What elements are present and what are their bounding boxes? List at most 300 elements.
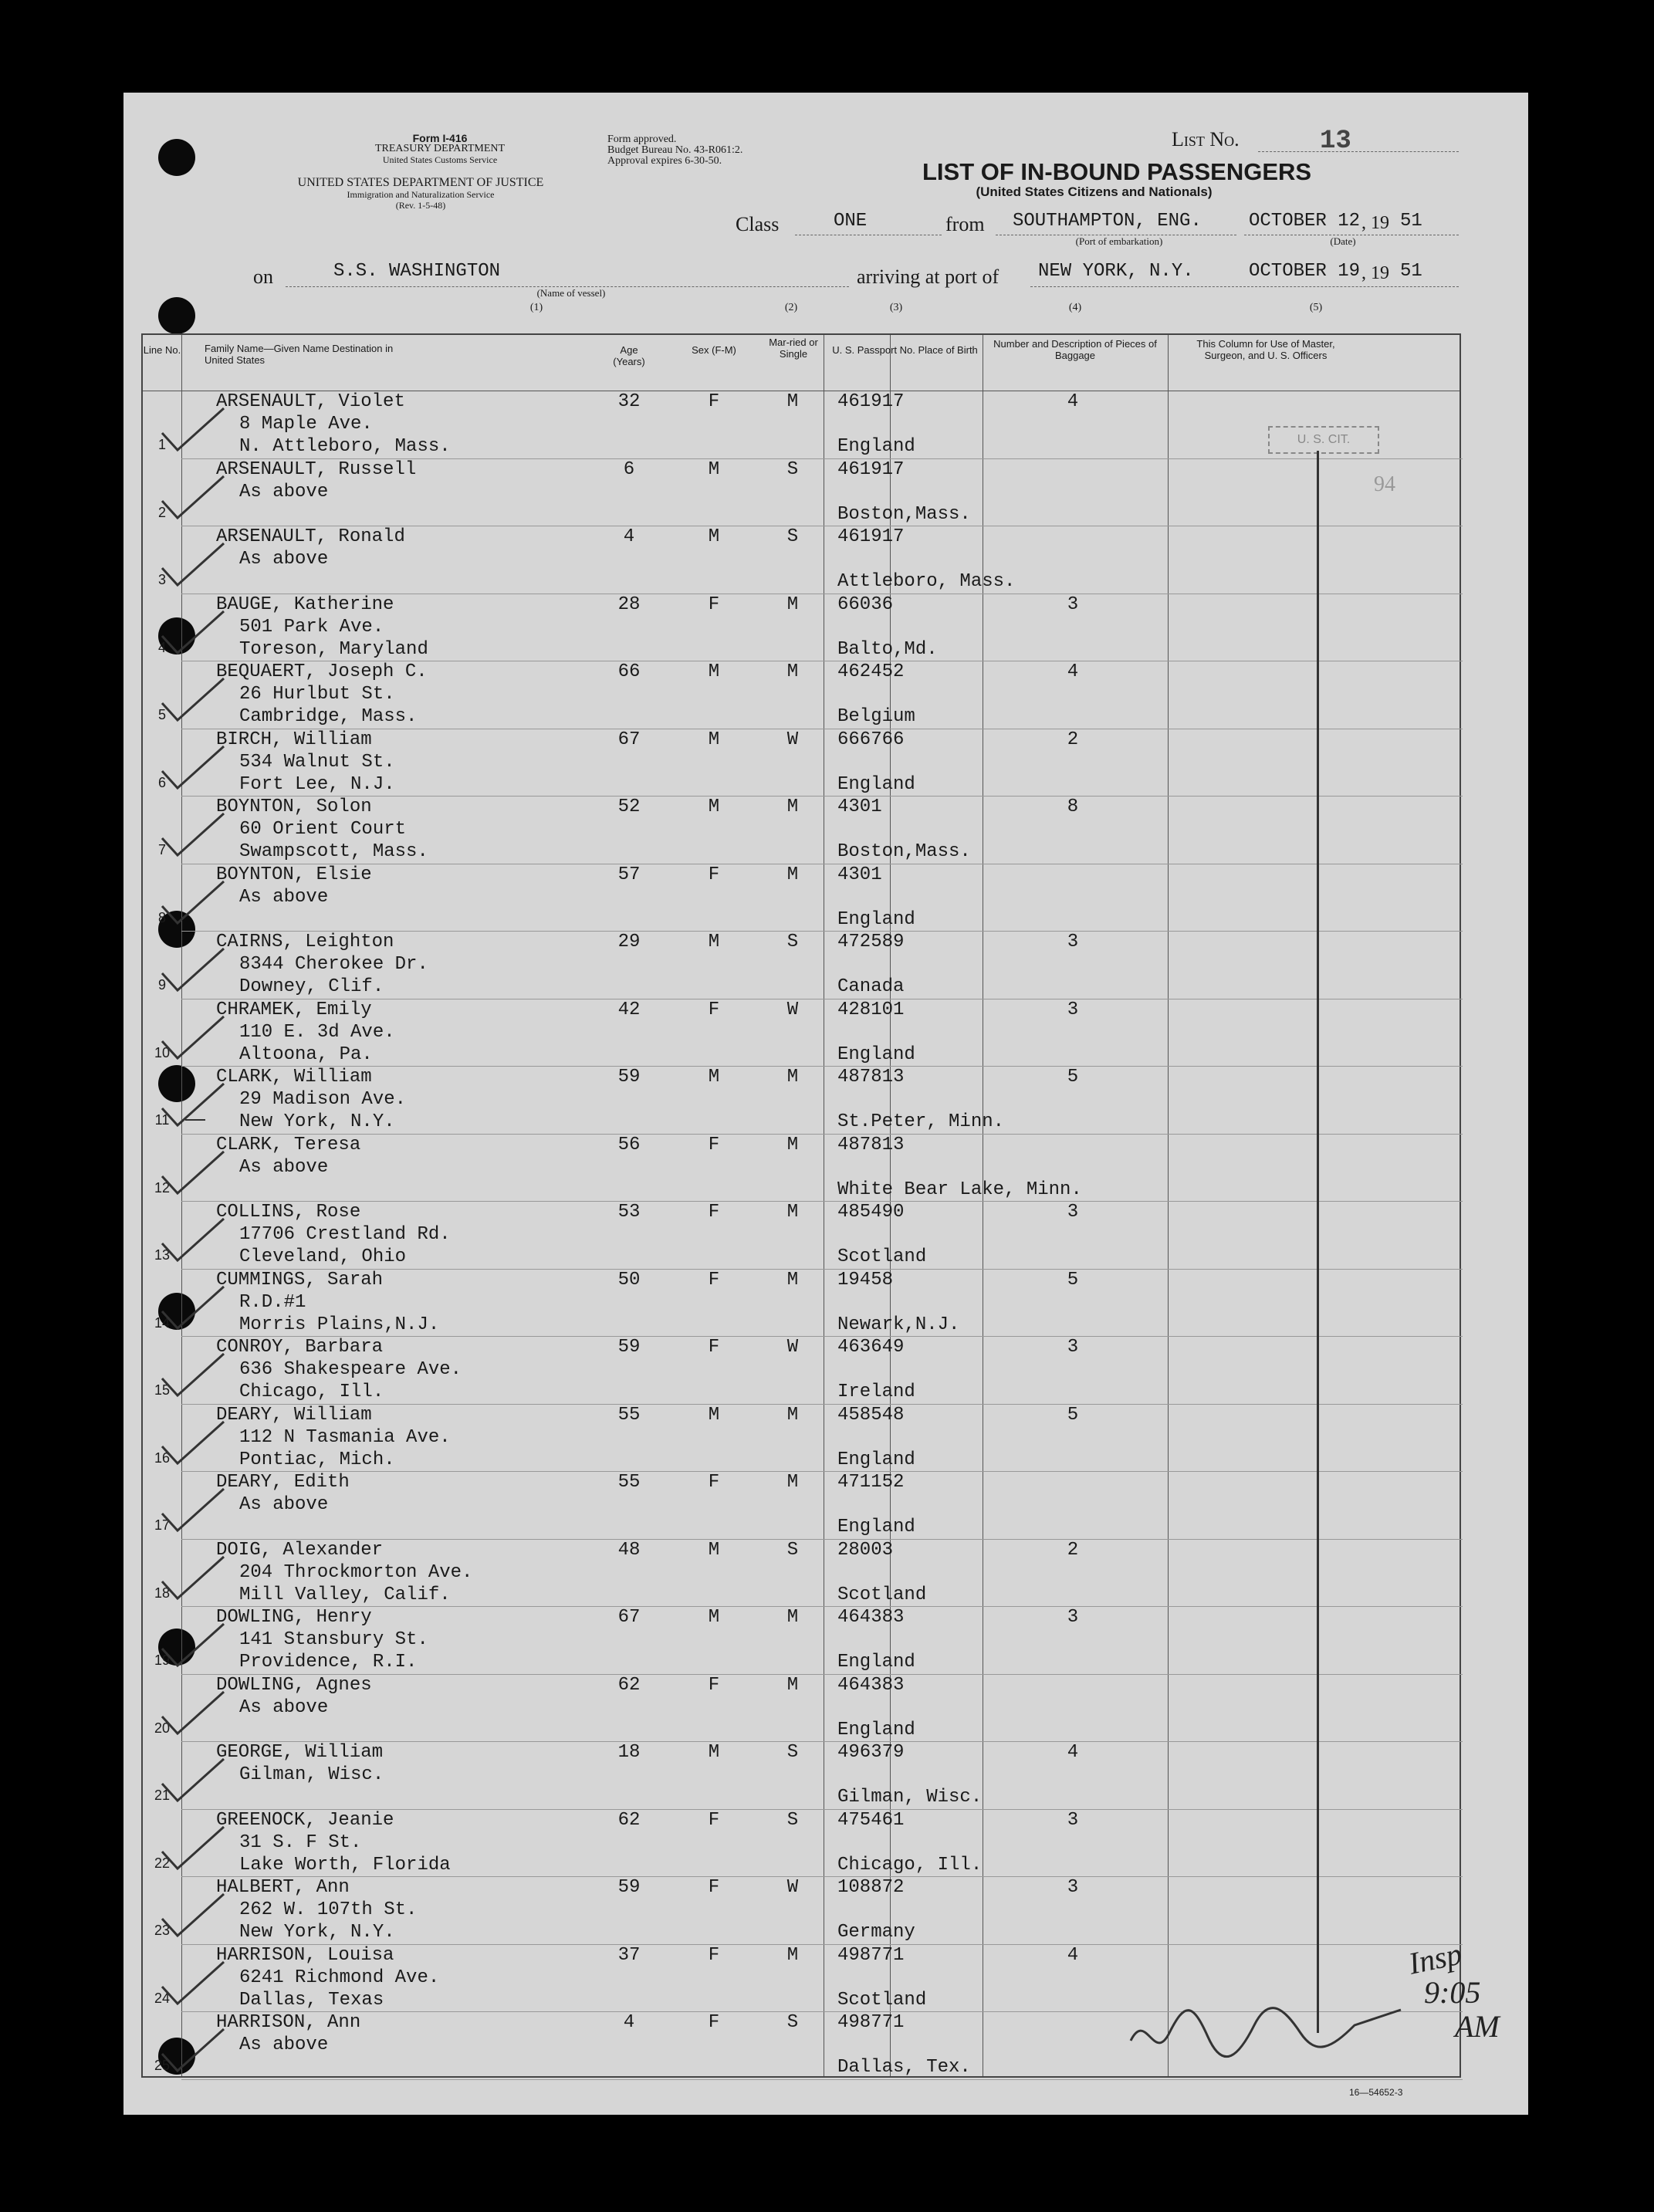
list-no-label: List No. (1172, 128, 1240, 151)
check-mark-icon (158, 1551, 228, 1605)
arrival-date: OCTOBER 19 (1249, 261, 1361, 282)
birthplace: Scotland (837, 1989, 927, 2011)
birthplace: St.Peter, Minn. (837, 1111, 1005, 1132)
line-number: 4 (157, 639, 166, 655)
baggage-count: 5 (1067, 1067, 1079, 1087)
line-number: 11 (154, 1112, 170, 1128)
address-line-2: Fort Lee, N.J. (239, 773, 395, 795)
passenger-name: HARRISON, Ann (216, 2012, 361, 2033)
revision-date: (Rev. 1-5-48) (395, 200, 446, 211)
col-number: (1) (529, 302, 543, 313)
sex: F (708, 1134, 720, 1155)
check-mark-icon (158, 1145, 228, 1199)
from-value: SOUTHAMPTON, ENG. (1013, 211, 1202, 232)
check-mark-icon (158, 1415, 228, 1470)
passenger-name: HARRISON, Louisa (216, 1944, 394, 1966)
check-mark-icon (158, 1280, 228, 1334)
line-number: 21 (154, 1788, 171, 1803)
address-line-1: 8 Maple Ave. (239, 414, 373, 435)
passport-number: 28003 (837, 1539, 894, 1561)
header-name: Family Name—Given Name Destination in United States (205, 343, 394, 366)
check-mark-icon (158, 875, 228, 929)
address-line-1: As above (239, 1696, 329, 1718)
sex: M (708, 932, 720, 952)
age: 56 (617, 1134, 641, 1155)
age: 57 (617, 864, 641, 885)
table-row (143, 526, 1463, 594)
col-number: (5) (1309, 302, 1323, 313)
passport-number: 19458 (837, 1269, 894, 1290)
passport-number: 66036 (837, 594, 894, 615)
depart-year: 51 (1400, 211, 1422, 232)
check-mark-icon (158, 2023, 228, 2077)
address-line-2: Swampscott, Mass. (239, 841, 428, 862)
address-line-2: Providence, R.I. (239, 1652, 418, 1673)
passport-number: 462452 (837, 661, 905, 682)
birthplace: England (837, 1043, 915, 1065)
age: 50 (617, 1269, 641, 1290)
vessel-caption: (Name of vessel) (536, 287, 606, 299)
address-line-2: New York, N.Y. (239, 1111, 395, 1132)
header-line-no: Line No. (143, 344, 181, 356)
sex: M (708, 1742, 720, 1763)
address-line-2: New York, N.Y. (239, 1922, 395, 1943)
marital-status: W (786, 1877, 799, 1898)
baggage-count: 3 (1067, 1877, 1079, 1898)
passport-number: 464383 (837, 1607, 905, 1628)
passenger-name: ARSENAULT, Ronald (216, 526, 405, 547)
line-number: 12 (154, 1179, 171, 1196)
sex: F (708, 999, 720, 1020)
line-number: 18 (154, 1585, 171, 1601)
table-row (143, 391, 1463, 458)
check-mark-icon (158, 605, 228, 659)
marital-status: M (786, 661, 799, 682)
sex: F (708, 594, 720, 615)
address-line-2: Altoona, Pa. (239, 1043, 373, 1065)
sex: M (708, 1404, 720, 1426)
sex: M (708, 1539, 720, 1561)
address-line-1: 534 Walnut St. (239, 751, 395, 773)
table-row (143, 1674, 1463, 1742)
age: 67 (617, 1607, 641, 1628)
passenger-name: DOWLING, Henry (216, 1607, 372, 1628)
address-line-1: 141 Stansbury St. (239, 1629, 428, 1650)
line-number: 10 (154, 1044, 171, 1060)
table-row (143, 1336, 1463, 1404)
birthplace: White Bear Lake, Minn. (837, 1179, 1082, 1200)
justice-dept: UNITED STATES DEPARTMENT OF JUSTICE (297, 176, 544, 189)
check-mark-icon (158, 537, 228, 591)
check-mark-icon (158, 470, 228, 524)
header-age: Age (Years) (613, 344, 645, 367)
address-line-1: 26 Hurlbut St. (239, 684, 395, 705)
passport-number: 485490 (837, 1202, 905, 1223)
sex: M (708, 1067, 720, 1087)
address-line-2: Dallas, Texas (239, 1989, 384, 2011)
marital-status: M (786, 1067, 799, 1087)
line-number: 9 (157, 977, 166, 993)
approval-line: Approval expires 6-30-50. (607, 155, 722, 167)
check-mark-icon (158, 1888, 228, 1942)
inspector-note: Insp (1405, 1936, 1465, 1981)
table-row (143, 458, 1463, 526)
check-mark-icon (158, 1077, 228, 1131)
line-number: 2 (157, 504, 166, 520)
address-line-1: 110 E. 3d Ave. (239, 1021, 395, 1043)
age: 55 (617, 1404, 641, 1426)
birthplace: Boston,Mass. (837, 503, 971, 525)
passport-number: 496379 (837, 1742, 905, 1763)
age: 62 (617, 1674, 641, 1696)
inspection-bracket-line (1317, 451, 1319, 2033)
passport-number: 472589 (837, 932, 905, 952)
sex: M (708, 661, 720, 682)
header-passport: U. S. Passport No. Place of Birth (832, 344, 978, 356)
address-line-2: Lake Worth, Florida (239, 1854, 451, 1875)
table-row (143, 661, 1463, 729)
address-line-2: Chicago, Ill. (239, 1382, 384, 1402)
marital-status: W (786, 1337, 799, 1358)
passenger-name: CONROY, Barbara (216, 1337, 384, 1358)
address-line-2: Mill Valley, Calif. (239, 1584, 451, 1605)
treasury-dept: TREASURY DEPARTMENT (374, 143, 506, 154)
passenger-name: CUMMINGS, Sarah (216, 1269, 384, 1290)
address-line-1: 501 Park Ave. (239, 616, 384, 638)
passport-number: 461917 (837, 458, 905, 480)
sex: F (708, 1674, 720, 1696)
address-line-1: 17706 Crestland Rd. (239, 1224, 451, 1245)
age: 37 (617, 1944, 641, 1966)
sex: M (708, 458, 720, 480)
passport-number: 461917 (837, 391, 905, 412)
line-number: 23 (154, 1923, 171, 1938)
table-row (143, 1471, 1463, 1539)
baggage-count: 3 (1067, 999, 1079, 1020)
check-mark-icon (158, 1483, 228, 1537)
approval-line: Form approved. (607, 134, 677, 145)
header-officers: This Column for Use of Master, Surgeon, and U. S. Officers (1196, 338, 1335, 361)
class-label: Class (736, 213, 780, 235)
line-number: 6 (157, 774, 166, 790)
age: 53 (617, 1202, 641, 1223)
col-number: (3) (889, 302, 903, 313)
sex: F (708, 864, 720, 885)
sex: M (708, 526, 720, 547)
line-number: 19 (154, 1652, 171, 1668)
table-row (143, 1404, 1463, 1472)
address-line-2: N. Attleboro, Mass. (239, 436, 451, 457)
address-line-1: 204 Throckmorton Ave. (239, 1561, 473, 1583)
baggage-count: 3 (1067, 1809, 1079, 1831)
passenger-name: BEQUAERT, Joseph C. (216, 661, 428, 682)
line-number: 3 (157, 572, 166, 587)
sex: F (708, 1809, 720, 1831)
sex: F (708, 1202, 720, 1223)
passenger-name: GEORGE, William (216, 1742, 384, 1763)
on-label: on (253, 266, 273, 288)
age: 18 (617, 1742, 641, 1763)
marital-status: S (786, 526, 799, 547)
table-row (143, 1134, 1463, 1202)
birthplace: Newark,N.J. (837, 1314, 960, 1335)
age: 59 (617, 1337, 641, 1358)
age: 6 (623, 458, 635, 480)
birthplace: Germany (837, 1922, 915, 1943)
birthplace: England (837, 1652, 915, 1673)
marital-status: S (786, 932, 799, 952)
passenger-name: DEARY, Edith (216, 1472, 350, 1493)
header-married: Mar-ried or Single (769, 337, 818, 360)
address-line-2: Morris Plains,N.J. (239, 1314, 440, 1335)
address-line-1: R.D.#1 (239, 1291, 306, 1313)
marital-status: M (786, 1472, 799, 1493)
passport-number: 4301 (837, 797, 882, 817)
line-number: 20 (154, 1720, 171, 1736)
table-row (143, 1809, 1463, 1877)
sex: M (708, 1607, 720, 1628)
address-line-1: 6241 Richmond Ave. (239, 1967, 440, 1988)
birthplace: England (837, 908, 915, 930)
marital-status: S (786, 2012, 799, 2033)
table-row (143, 729, 1463, 797)
line-number: 8 (157, 909, 166, 925)
address-line-2: Pontiac, Mich. (239, 1449, 395, 1470)
line-number: 7 (157, 842, 166, 857)
col-number: (4) (1068, 302, 1082, 313)
age: 42 (617, 999, 641, 1020)
depart-date: OCTOBER 12 (1249, 211, 1361, 232)
date-caption: (Date) (1330, 235, 1356, 247)
passenger-name: HALBERT, Ann (216, 1877, 350, 1898)
sex: F (708, 1337, 720, 1358)
address-line-2: Cambridge, Mass. (239, 706, 418, 727)
birthplace: Dallas, Tex. (837, 2057, 971, 2078)
form-number: Form I-416 (412, 132, 468, 144)
age: 62 (617, 1809, 641, 1831)
address-line-2: Cleveland, Ohio (239, 1246, 407, 1267)
birthplace: Ireland (837, 1382, 915, 1402)
passenger-name: CLARK, Teresa (216, 1134, 361, 1155)
table-row (143, 931, 1463, 999)
birthplace: Belgium (837, 706, 915, 727)
marital-status: M (786, 1607, 799, 1628)
baggage-count: 4 (1067, 661, 1079, 682)
birthplace: Boston,Mass. (837, 841, 971, 862)
check-mark-icon (158, 1821, 228, 1875)
check-mark-icon (158, 672, 228, 726)
check-mark-icon (158, 740, 228, 794)
birthplace: Canada (837, 976, 905, 997)
check-mark-icon (158, 1348, 228, 1402)
line-number: 13 (154, 1247, 171, 1263)
address-line-1: Gilman, Wisc. (239, 1764, 384, 1785)
col-number: (2) (784, 302, 798, 313)
marital-status: M (786, 391, 799, 412)
passenger-name: GREENOCK, Jeanie (216, 1809, 394, 1831)
passenger-name: BAUGE, Katherine (216, 594, 394, 615)
passenger-name: BOYNTON, Solon (216, 797, 372, 817)
baggage-count: 3 (1067, 932, 1079, 952)
passenger-name: CAIRNS, Leighton (216, 932, 394, 952)
birthplace: England (837, 436, 915, 457)
age: 29 (617, 932, 641, 952)
passenger-table (141, 333, 1500, 2078)
marital-status: M (786, 1404, 799, 1426)
sex: F (708, 1877, 720, 1898)
passport-number: 666766 (837, 729, 905, 750)
page-subtitle: (United States Citizens and Nationals) (976, 184, 1213, 199)
port-line (1030, 286, 1459, 287)
table-row (143, 1201, 1463, 1269)
passenger-name: COLLINS, Rose (216, 1202, 361, 1223)
line-number: 17 (154, 1517, 171, 1533)
marital-status: S (786, 1742, 799, 1763)
header-sex: Sex (F-M) (692, 344, 736, 356)
check-mark-icon (158, 1956, 228, 2010)
citizen-stamp: U. S. CIT. (1268, 426, 1379, 454)
check-mark-icon (158, 402, 228, 456)
address-line-1: 8344 Cherokee Dr. (239, 954, 428, 975)
passenger-name: DOWLING, Agnes (216, 1674, 372, 1696)
line-number: 14 (154, 1314, 171, 1331)
sex: M (708, 797, 720, 817)
birthplace: England (837, 1517, 915, 1537)
passport-number: 461917 (837, 526, 905, 547)
passport-number: 471152 (837, 1472, 905, 1493)
approval-line: Budget Bureau No. 43-R061:2. (607, 144, 743, 156)
baggage-count: 8 (1067, 797, 1079, 817)
age: 4 (623, 526, 635, 547)
baggage-count: 4 (1067, 391, 1079, 412)
table-row (143, 1876, 1463, 1944)
passport-number: 475461 (837, 1809, 905, 1831)
from-label: from (945, 213, 985, 235)
address-line-1: As above (239, 481, 329, 502)
baggage-count: 3 (1067, 1202, 1079, 1223)
address-line-1: 60 Orient Court (239, 819, 407, 840)
passenger-name: DOIG, Alexander (216, 1539, 384, 1561)
passport-number: 4301 (837, 864, 882, 885)
passenger-name: BOYNTON, Elsie (216, 864, 372, 885)
time-note: 9:05 (1424, 1975, 1481, 2010)
address-line-2: Downey, Clif. (239, 976, 384, 997)
passport-number: 108872 (837, 1877, 905, 1898)
marital-status: S (786, 1539, 799, 1561)
marital-status: M (786, 1944, 799, 1966)
check-mark-icon (158, 1618, 228, 1672)
footer-code: 16—54652-3 (1349, 2087, 1403, 2098)
birthplace: Chicago, Ill. (837, 1854, 983, 1875)
address-line-2: Toreson, Maryland (239, 638, 428, 660)
sex: M (708, 729, 720, 750)
check-mark-icon (158, 1010, 228, 1064)
address-line-1: 112 N Tasmania Ave. (239, 1426, 451, 1448)
age: 67 (617, 729, 641, 750)
address-line-1: 29 Madison Ave. (239, 1089, 407, 1110)
birthplace: England (837, 773, 915, 795)
vessel-name: S.S. WASHINGTON (333, 261, 501, 282)
margin-note: 94 (1374, 472, 1395, 496)
passenger-name: CLARK, William (216, 1067, 372, 1087)
arrival-year: 51 (1400, 261, 1422, 282)
age: 28 (617, 594, 641, 615)
line-number: 25 (154, 2058, 171, 2073)
age: 4 (623, 2012, 635, 2033)
marital-status: M (786, 1269, 799, 1290)
check-mark-icon (158, 1213, 228, 1267)
marital-status: S (786, 458, 799, 480)
marital-status: W (786, 999, 799, 1020)
birthplace: England (837, 1449, 915, 1470)
baggage-count: 4 (1067, 1742, 1079, 1763)
birthplace: Scotland (837, 1246, 927, 1267)
am-note: AM (1455, 2009, 1500, 2044)
address-line-1: As above (239, 1156, 329, 1178)
ins-service: Immigration and Naturalization Service (347, 189, 495, 200)
table-row (143, 1606, 1463, 1674)
passport-number: 458548 (837, 1404, 905, 1426)
address-line-1: As above (239, 886, 329, 908)
age: 59 (617, 1067, 641, 1087)
check-mark-icon (158, 942, 228, 996)
baggage-count: 3 (1067, 1337, 1079, 1358)
marital-status: M (786, 1202, 799, 1223)
line-number: 24 (154, 1990, 171, 2006)
marital-status: S (786, 1809, 799, 1831)
marital-status: M (786, 1134, 799, 1155)
passport-number: 428101 (837, 999, 905, 1020)
passenger-name: DEARY, William (216, 1404, 372, 1426)
line-number: 15 (154, 1382, 171, 1398)
birthplace: Attleboro, Mass. (837, 571, 1016, 592)
sex: F (708, 1944, 720, 1966)
arrival-year-prefix: , 19 (1361, 263, 1389, 283)
sex: F (708, 2012, 720, 2033)
age: 59 (617, 1877, 641, 1898)
age: 52 (617, 797, 641, 817)
passport-number: 487813 (837, 1067, 905, 1087)
depart-year-prefix: , 19 (1361, 213, 1389, 233)
baggage-count: 2 (1067, 729, 1079, 750)
table-row (143, 594, 1463, 661)
line-number: 16 (154, 1449, 171, 1466)
punch-hole (158, 297, 195, 334)
marital-status: M (786, 797, 799, 817)
embark-caption: (Port of embarkation) (1075, 235, 1163, 247)
page-title: LIST OF IN-BOUND PASSENGERS (922, 158, 1312, 185)
birthplace: England (837, 1719, 915, 1740)
birthplace: Gilman, Wisc. (837, 1787, 983, 1808)
sex: F (708, 1269, 720, 1290)
address-line-1: 636 Shakespeare Ave. (239, 1359, 462, 1380)
check-mark-icon (158, 1753, 228, 1807)
address-line-1: As above (239, 549, 329, 570)
passenger-name: BIRCH, William (216, 729, 372, 750)
arriving-label: arriving at port of (857, 266, 1000, 288)
baggage-count: 2 (1067, 1539, 1079, 1561)
age: 66 (617, 661, 641, 682)
age: 32 (617, 391, 641, 412)
customs-service: United States Customs Service (382, 154, 498, 165)
passenger-name: ARSENAULT, Violet (216, 391, 405, 412)
inspector-signature (1123, 1979, 1416, 2072)
baggage-count: 5 (1067, 1404, 1079, 1426)
passport-number: 487813 (837, 1134, 905, 1155)
passport-number: 463649 (837, 1337, 905, 1358)
line-number: 1 (157, 437, 166, 452)
check-mark-icon (158, 807, 228, 861)
